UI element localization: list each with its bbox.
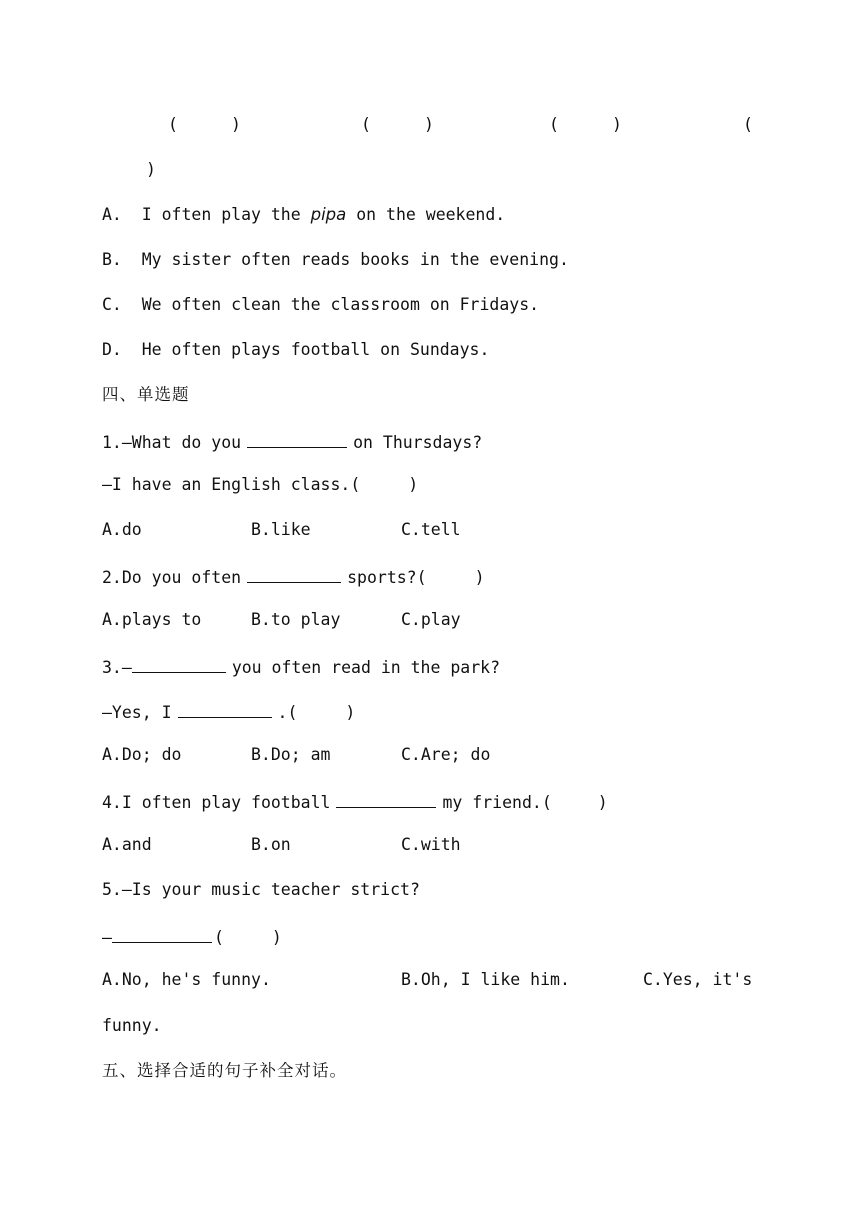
question-3-reply: —Yes, I .( ) bbox=[102, 699, 355, 724]
q1-option-b: B.like bbox=[251, 520, 311, 539]
answer-blank[interactable] bbox=[247, 429, 347, 448]
q4-option-b: B.on bbox=[251, 835, 291, 854]
question-4: 4.I often play football my friend.( ) bbox=[102, 789, 608, 814]
q4-option-c: C.with bbox=[401, 835, 461, 854]
section-5-heading: 五、选择合适的句子补全对话。 bbox=[102, 1061, 347, 1080]
question-5-reply: — ( ) bbox=[102, 924, 282, 949]
q2-option-a: A.plays to bbox=[102, 610, 202, 629]
picture-option-a: A. I often play the pipa on the weekend. bbox=[102, 205, 506, 224]
q1-option-a: A.do bbox=[102, 520, 142, 539]
question-2: 2.Do you often sports?( ) bbox=[102, 564, 485, 589]
q5-option-c-continued: funny. bbox=[102, 1016, 162, 1035]
q5-option-b: B.Oh, I like him. bbox=[401, 970, 570, 989]
q4-option-a: A.and bbox=[102, 835, 152, 854]
answer-paren-close-1: ) bbox=[231, 115, 241, 134]
q3-option-c: C.Are; do bbox=[401, 745, 491, 764]
answer-paren-close-3: ) bbox=[612, 115, 622, 134]
answer-paren-close-4: ) bbox=[146, 160, 156, 179]
answer-paren-open-1: ( bbox=[168, 115, 178, 134]
answer-paren-close-2: ) bbox=[424, 115, 434, 134]
section-4-heading: 四、单选题 bbox=[102, 385, 190, 404]
q3-option-a: A.Do; do bbox=[102, 745, 182, 764]
picture-option-c: C. We often clean the classroom on Fridays. bbox=[102, 295, 540, 314]
q2-option-c: C.play bbox=[401, 610, 461, 629]
question-1-reply: —I have an English class.( ) bbox=[102, 475, 419, 494]
picture-option-d: D. He often plays football on Sundays. bbox=[102, 340, 490, 359]
answer-blank[interactable] bbox=[132, 654, 226, 673]
q2-option-b: B.to play bbox=[251, 610, 341, 629]
question-3: 3.— you often read in the park? bbox=[102, 654, 500, 679]
q3-option-b: B.Do; am bbox=[251, 745, 331, 764]
picture-option-b: B. My sister often reads books in the evening. bbox=[102, 250, 569, 269]
answer-paren-open-3: ( bbox=[549, 115, 559, 134]
answer-blank[interactable] bbox=[112, 924, 212, 943]
answer-paren-open-4: ( bbox=[743, 115, 753, 134]
answer-blank[interactable] bbox=[247, 564, 341, 583]
answer-blank[interactable] bbox=[178, 699, 272, 718]
answer-blank[interactable] bbox=[336, 789, 436, 808]
question-1: 1.—What do you on Thursdays? bbox=[102, 429, 482, 454]
answer-paren-open-2: ( bbox=[361, 115, 371, 134]
q5-option-a: A.No, he's funny. bbox=[102, 970, 271, 989]
q5-option-c: C.Yes, it's bbox=[643, 970, 753, 989]
q1-option-c: C.tell bbox=[401, 520, 461, 539]
question-5: 5.—Is your music teacher strict? bbox=[102, 880, 420, 899]
